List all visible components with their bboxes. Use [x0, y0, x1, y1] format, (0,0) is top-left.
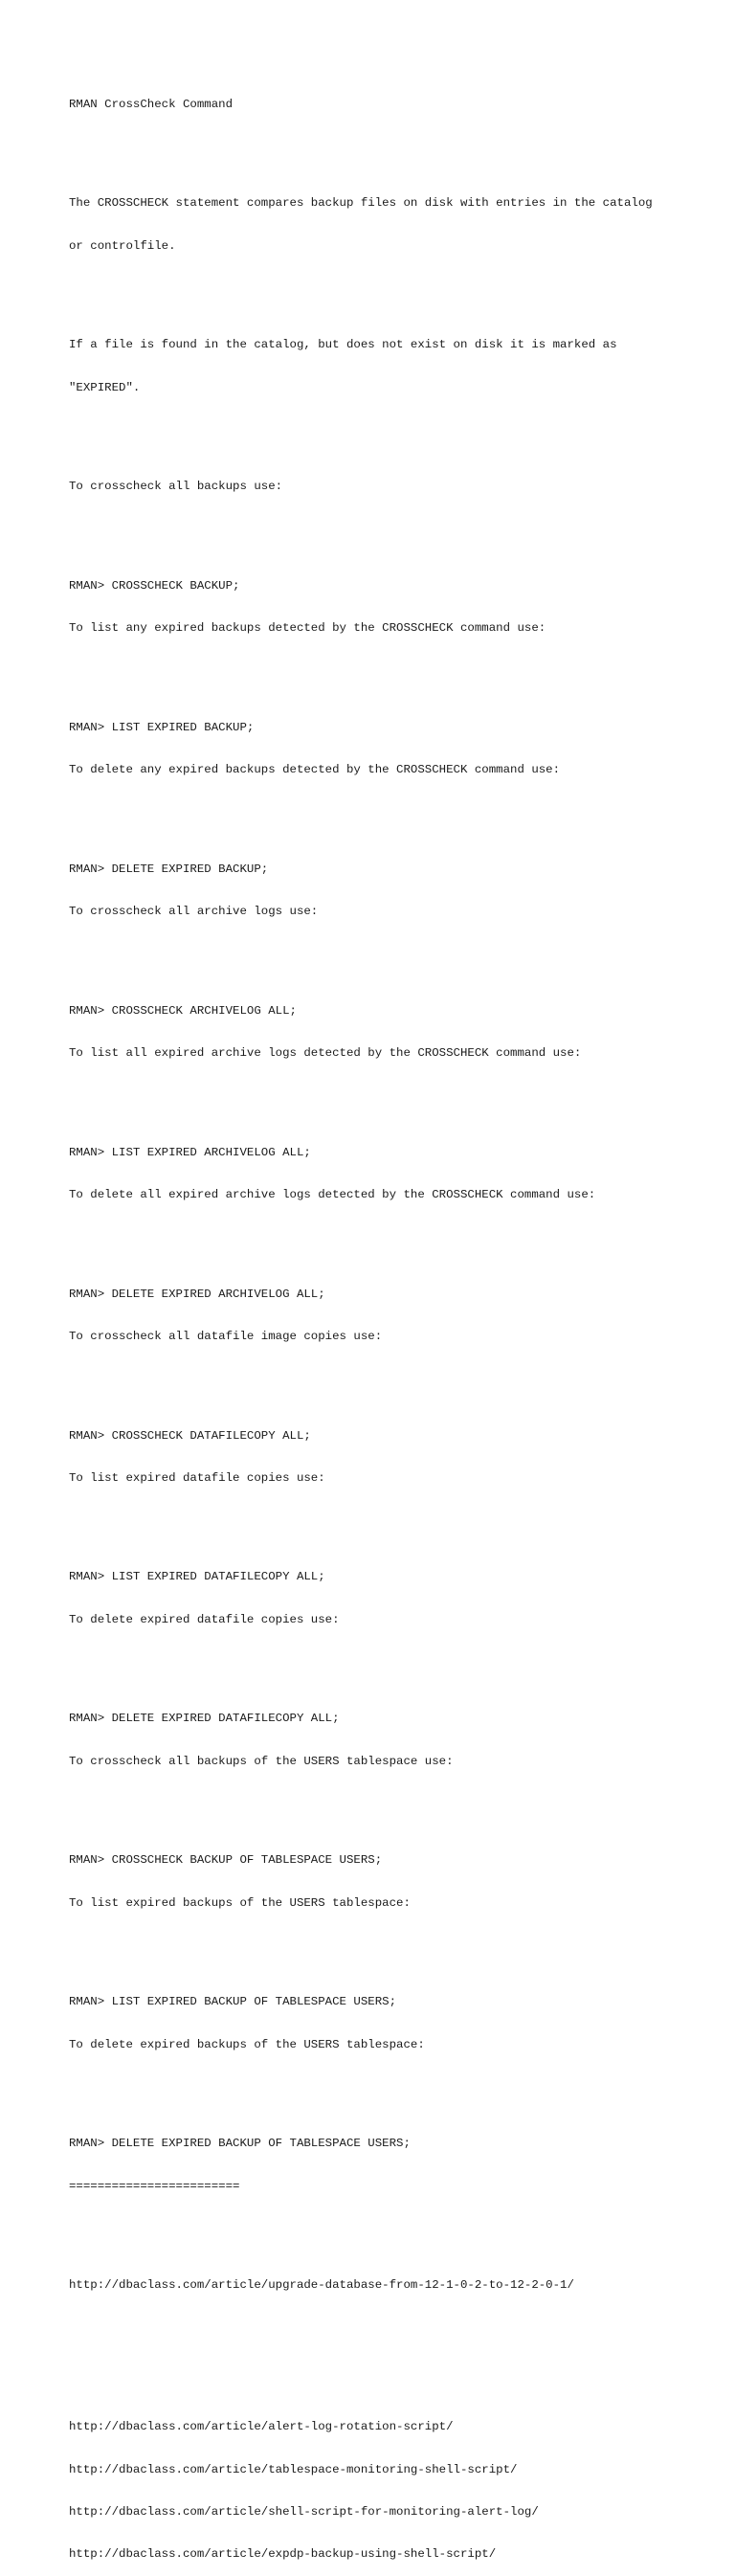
- upgrade-article-link[interactable]: http://dbaclass.com/article/upgrade-database-from-12-1-0-2-to-12-2-0-1/: [69, 2278, 574, 2293]
- rman-command: RMAN> CROSSCHECK ARCHIVELOG ALL;: [69, 1003, 297, 1018]
- rman-command: RMAN> CROSSCHECK BACKUP OF TABLESPACE USERS;: [69, 1853, 383, 1868]
- alert-log-rotation-link[interactable]: http://dbaclass.com/article/alert-log-rotation-script/: [69, 2420, 454, 2434]
- instruction-text: To list expired backups of the USERS tablespace:: [69, 1895, 411, 1910]
- instruction-text: To crosscheck all backups of the USERS tablespace use:: [69, 1754, 454, 1768]
- rman-command: RMAN> LIST EXPIRED BACKUP;: [69, 720, 255, 734]
- instruction-text: To delete expired datafile copies use:: [69, 1612, 340, 1626]
- document-page: [69, 69, 720, 2576]
- rman-command: RMAN> LIST EXPIRED DATAFILECOPY ALL;: [69, 1570, 325, 1584]
- instruction-text: To delete expired backups of the USERS tablespace:: [69, 2037, 425, 2051]
- tablespace-monitoring-link[interactable]: http://dbaclass.com/article/tablespace-monitoring-shell-script/: [69, 2462, 518, 2476]
- instruction-text: To list all expired archive logs detected by the CROSSCHECK command use:: [69, 1045, 582, 1060]
- instruction-text: To list expired datafile copies use:: [69, 1470, 325, 1485]
- rman-command: RMAN> DELETE EXPIRED DATAFILECOPY ALL;: [69, 1712, 340, 1726]
- expdp-backup-link[interactable]: http://dbaclass.com/article/expdp-backup-using-shell-script/: [69, 2547, 497, 2562]
- expired-note-line-2: "EXPIRED".: [69, 380, 141, 394]
- instruction-text: To delete all expired archive logs detected by the CROSSCHECK command use:: [69, 1187, 596, 1201]
- instruction-text: To list any expired backups detected by the CROSSCHECK command use:: [69, 621, 546, 636]
- instruction-text: To crosscheck all datafile image copies use:: [69, 1329, 383, 1343]
- alert-log-monitoring-link[interactable]: http://dbaclass.com/article/shell-script-for-monitoring-alert-log/: [69, 2505, 539, 2520]
- rman-command: RMAN> CROSSCHECK DATAFILECOPY ALL;: [69, 1428, 311, 1443]
- intro-line-2: or controlfile.: [69, 238, 176, 253]
- document-title: RMAN CrossCheck Command: [69, 97, 234, 111]
- instruction-text: To delete any expired backups detected by the CROSSCHECK command use:: [69, 763, 561, 777]
- expired-note-line-1: If a file is found in the catalog, but does not exist on disk it is marked as: [69, 338, 617, 352]
- separator-line: ========================: [69, 2179, 240, 2193]
- rman-command: RMAN> LIST EXPIRED BACKUP OF TABLESPACE USERS;: [69, 1995, 397, 2009]
- rman-command: RMAN> LIST EXPIRED ARCHIVELOG ALL;: [69, 1145, 311, 1159]
- rman-command: RMAN> CROSSCHECK BACKUP;: [69, 578, 240, 593]
- instruction-text: To crosscheck all archive logs use:: [69, 905, 319, 919]
- intro-line-1: The CROSSCHECK statement compares backup files on disk with entries in the catalog: [69, 196, 653, 211]
- rman-command: RMAN> DELETE EXPIRED BACKUP;: [69, 862, 269, 876]
- instruction-text: To crosscheck all backups use:: [69, 480, 283, 494]
- rman-command: RMAN> DELETE EXPIRED ARCHIVELOG ALL;: [69, 1287, 325, 1301]
- rman-command: RMAN> DELETE EXPIRED BACKUP OF TABLESPACE USERS;: [69, 2137, 411, 2151]
